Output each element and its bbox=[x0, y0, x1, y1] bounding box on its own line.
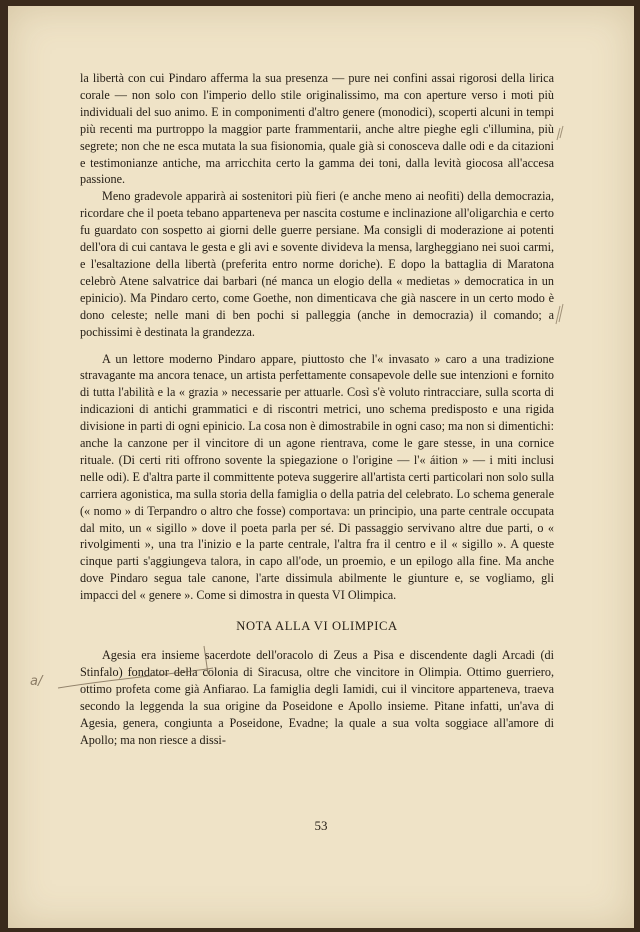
margin-note: a/ bbox=[30, 674, 43, 689]
paragraph-3: A un lettore moderno Pindaro appare, piuttosto che l'« invasato » caro a una tradizione stravagante ma ancora tenace, un artista perfettamente consapevole delle sue intenzioni e fornito di tutta l'abilità e la « grazia » necessarie per attuarle. Così s'è voluto rintracciare, sulla scorta di indicazioni di antichi grammatici e di riscontri metrici, uno schema predisposto e una rigida divisione in parti di ogni epinicio. La cosa non è dimostrabile in ogni caso; ma non si dimentichi: anche la canzone per il vincitore di un agone rientrava, come le gare stesse, in una cornice rituale. (Di certi riti offrono sovente la spiegazione o l'origine — l'« áition » — i miti inclusi nelle odi). E d'altra parte il committente poteva suggerire all'artista certi particolari non solo sulla carriera agonistica, ma sulla storia della famiglia o della patria del celebrato. Lo schema generale (« nomo » di Terpandro o altro che fosse) comportava: un principio, una parte centrale occupata dal mito, un « sigillo » dove il poeta parla per sé. Di passaggio servivano altre due parti, o « rivolgimenti », una tra l'inizio e la parte centrale, l'altra fra il centro e il « sigillo ». A queste cinque parti s'aggiungeva talora, in capo all'ode, un proemio, e un epilogo alla fine. Ma anche dove Pindaro segua tale canone, l'arte dissimula abilmente le giunture e, se vogliamo, gli impacci del « genere ». Come si dimostra in questa VI Olimpica. bbox=[80, 351, 554, 603]
page-number: 53 bbox=[314, 818, 328, 833]
section-heading: NOTA ALLA VI OLIMPICA bbox=[236, 619, 398, 634]
paragraph-1: la libertà con cui Pindaro afferma la sua presenza — pure nei confini assai rigorosi della lirica corale — non solo con l'imperio dello stile originalissimo, ma con aperture verso i moti più individuali del suo animo. E in componimenti d'altro genere (monodici), scoperti alcuni in tempi più recenti ma purtroppo la maggior parte frammentarii, anche altre pieghe egli c'illumina, più segrete; non che ne esca mutata la sua fisionomia, quale già si conosceva dalle odi e da citazioni e testimonianze antiche, ma arricchita certo la gamma dei toni, dalla levità giocosa all'accesa passione. bbox=[80, 71, 554, 187]
body-text bbox=[80, 70, 554, 748]
book-page bbox=[8, 6, 634, 928]
paragraph-4: Agesia era insieme sacerdote dell'oracolo di Zeus a Pisa e discendente dagli Arcadi (di Stinfalo) fondator della colonia di Siracusa, oltre che vincitore in Olimpia. Ottimo guerriero, ottimo profeta come già Anfiarao. La famiglia degli Iamidi, cui il vincitore apparteneva, traeva secondo la leggenda la sua origine da Poseidone e Apollo insieme. Pìtane infatti, un'ava di Agesia, genera, congiunta a Poseidone, Evadne; la quale a sua volta soggiace all'amore di Apollo; ma non riesce a dissi- bbox=[80, 648, 554, 747]
paragraph-2: Meno gradevole apparirà ai sostenitori più fieri (e anche meno ai neofiti) della democrazia, ricordare che il poeta tebano apparteneva per nascita costume e inclinazione all'oligarchia e certo fu guardato con sospetto ai giorni delle guerre persiane. Ma consigli di moderazione ai potenti dell'ora di cui cantava le gesta e gli avi e sovente divideva la mensa, largheggiano nei suoi carmi, e l'esaltazione della libertà (preferita entro norme doriche). E dopo la battaglia di Maratona celebrò Atene salvatrice dai barbari (né manca un elogio della « medietas » democratica in un epinicio). Ma Pindaro certo, come Goethe, non dimenticava che già nascere in un certo modo è dono celeste; nelle mani di ben pochi si palleggia (anche in democrazia) il comando; a pochissimi è destinata la grandezza. bbox=[80, 189, 554, 339]
